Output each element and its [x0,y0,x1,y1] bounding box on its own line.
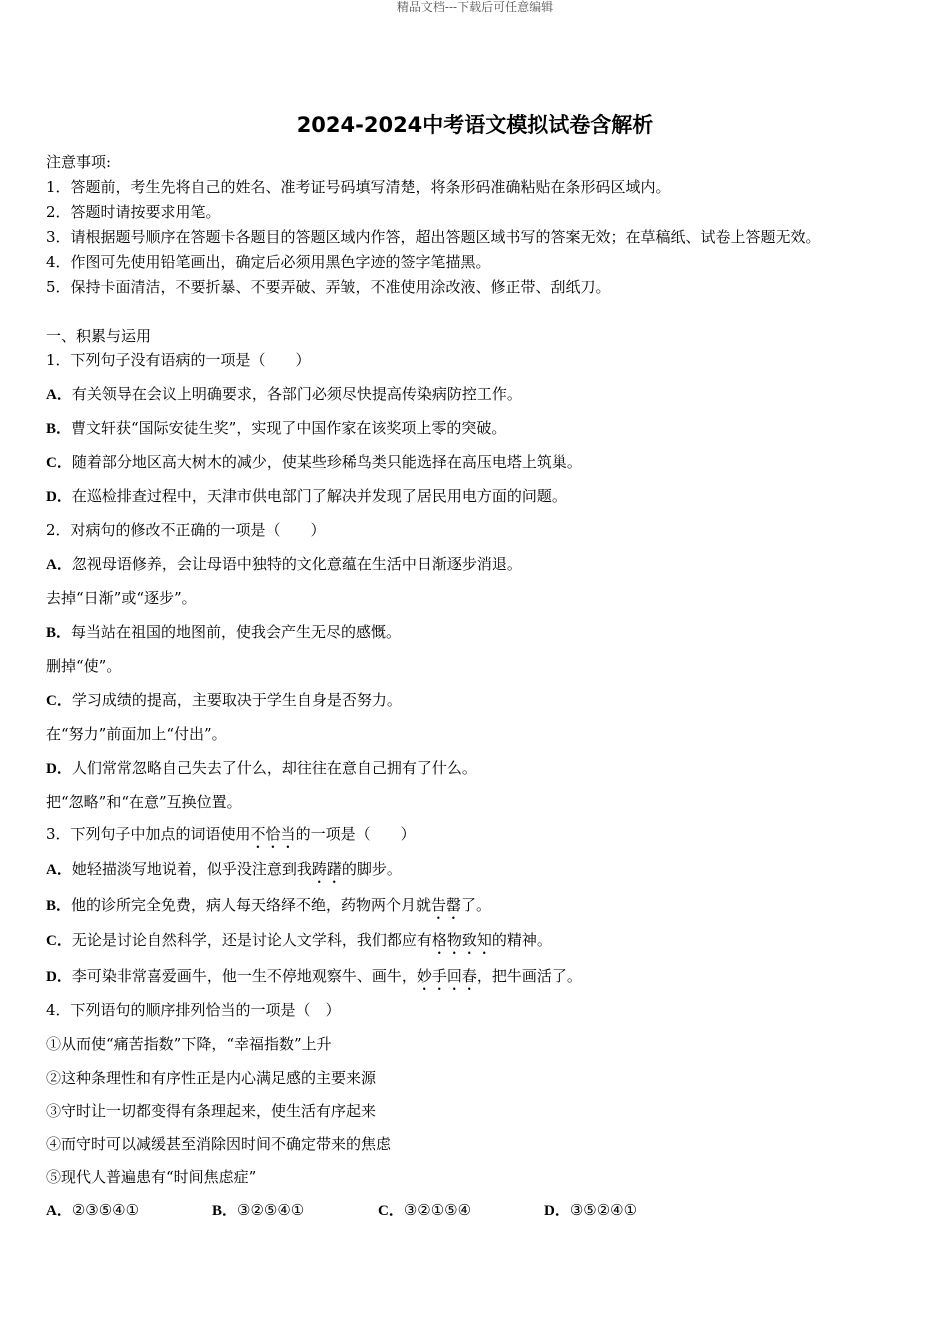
option-text: 有关领导在会议上明确要求，各部门必须尽快提高传染病防控工作。 [71,385,522,403]
option-label: B． [212,1203,238,1219]
option-label: D． [544,1203,570,1219]
q2-fix-a: 去掉“日渐”或“逐步”。 [46,589,197,607]
q1-option-a [46,382,916,407]
q2-fix-b: 删掉“使”。 [46,657,122,675]
option-text: 每当站在祖国的地图前，使我会产生无尽的感慨。 [71,623,402,641]
notice-heading: 注意事项: [46,153,112,171]
option-text: 李可染非常喜爱画牛，他一生不停地观察牛、画牛， [71,967,417,985]
q4-choice-d [544,1198,710,1223]
option-label: C． [46,933,72,949]
option-label: A． [46,862,72,878]
option-label: B． [46,898,72,914]
q2-stem: 2．对病句的修改不正确的一项是（ ） [46,521,326,539]
page-title: 2024-2024中考语文模拟试卷含解析 [296,113,654,137]
option-label: A． [46,1203,72,1219]
q2-fix-d: 把“忽略”和“在意”互换位置。 [46,793,242,811]
dotted-word: 妙手回春 [416,967,477,985]
notice-item: 2．答题时请按要求用笔。 [46,203,221,221]
option-label: B． [46,625,72,641]
notice-item: 3．请根据题号顺序在答题卡各题目的答题区域内作答，超出答题区域书写的答案无效；在草稿纸、试卷上答题无效。 [46,228,821,246]
option-text: 了。 [461,896,492,914]
dotted-word: 告罄 [431,896,462,914]
dotted-word: 格物致知 [431,931,492,949]
q4-item: ⑤现代人普遍患有“时间焦虑症” [46,1168,257,1186]
option-text: 她轻描淡写地说着，似乎没注意到我 [71,860,312,878]
option-text: ③②⑤④① [237,1201,305,1219]
q4-choices [46,1198,710,1223]
q4-item: ③守时让一切都变得有条理起来，使生活有序起来 [46,1102,377,1120]
dotted-word: 踌躇 [311,860,342,878]
q3-option-d [46,964,916,994]
q4-choice-a [46,1198,212,1223]
notice-item: 1．答题前，考生先将自己的姓名、准考证号码填写清楚，将条形码准确粘贴在条形码区域内。 [46,178,671,196]
stem-text: 的一项是（ ） [295,825,416,843]
option-label: A． [46,557,72,573]
option-text: 学习成绩的提高，主要取决于学生自身是否努力。 [71,691,402,709]
q2-fix-c: 在“努力”前面加上“付出”。 [46,725,227,743]
option-label: C． [46,693,72,709]
option-text: ③⑤②④① [569,1201,638,1219]
section-heading: 一、积累与运用 [46,327,152,345]
q2-option-b [46,620,916,645]
stem-text: 3．下列句子中加点的词语使用 [46,825,251,843]
q1-stem: 1．下列句子没有语病的一项是（ ） [46,351,311,369]
option-text: 的精神。 [491,931,552,949]
q1-option-b [46,416,916,441]
option-label: D． [46,761,72,777]
q3-option-c [46,928,916,958]
q2-option-a [46,552,916,577]
notice-block [46,150,926,300]
option-text: 随着部分地区高大树木的减少，使某些珍稀鸟类只能选择在高压电塔上筑巢。 [71,453,582,471]
q2-option-d [46,756,916,781]
option-text: ③②①⑤④ [403,1201,472,1219]
q2-option-c [46,688,916,713]
q3-option-a [46,857,916,887]
notice-item: 4．作图可先使用铅笔画出，确定后必须用黑色字迹的签字笔描黑。 [46,253,491,271]
q1-option-c [46,450,916,475]
q4-item: ④而守时可以减缓甚至消除因时间不确定带来的焦虑 [46,1135,392,1153]
option-text: 在巡检排查过程中，天津市供电部门了解决并发现了居民用电方面的问题。 [71,487,567,505]
option-label: D． [46,489,72,505]
q4-choice-b [212,1198,378,1223]
option-text: 人们常常忽略自己失去了什么，却往往在意自己拥有了什么。 [71,759,477,777]
option-label: B． [46,421,72,437]
option-text: 无论是讨论自然科学，还是讨论人文学科，我们都应有 [71,931,432,949]
header-note: 精品文档---下载后可任意编辑 [396,0,554,14]
q4-item: ②这种条理性和有序性正是内心满足感的主要来源 [46,1069,377,1087]
notice-item: 5．保持卡面清洁，不要折暴、不要弄破、弄皱，不准使用涂改液、修正带、刮纸刀。 [46,278,611,296]
option-text: 曹文轩获“国际安徒生奖”，实现了中国作家在该奖项上零的突破。 [71,419,507,437]
option-label: A． [46,387,72,403]
option-text: 的脚步。 [341,860,402,878]
option-text: 忽视母语修养，会让母语中独特的文化意蕴在生活中日渐逐步消退。 [71,555,522,573]
q3-option-b [46,893,916,923]
stem-emphasis: 不恰当 [250,825,296,843]
q4-item: ①从而使“痛苦指数”下降，“幸福指数”上升 [46,1035,332,1053]
option-text: ，把牛画活了。 [476,967,582,985]
option-label: D． [46,969,72,985]
q3-stem [46,822,916,852]
option-label: C． [46,455,72,471]
q4-stem: 4．下列语句的顺序排列恰当的一项是（ ） [46,1001,341,1019]
option-text: 他的诊所完全免费，病人每天络绎不绝，药物两个月就 [71,896,432,914]
option-text: ②③⑤④① [71,1201,140,1219]
q4-choice-c [378,1198,544,1223]
option-label: C． [378,1203,404,1219]
q1-option-d [46,484,916,509]
